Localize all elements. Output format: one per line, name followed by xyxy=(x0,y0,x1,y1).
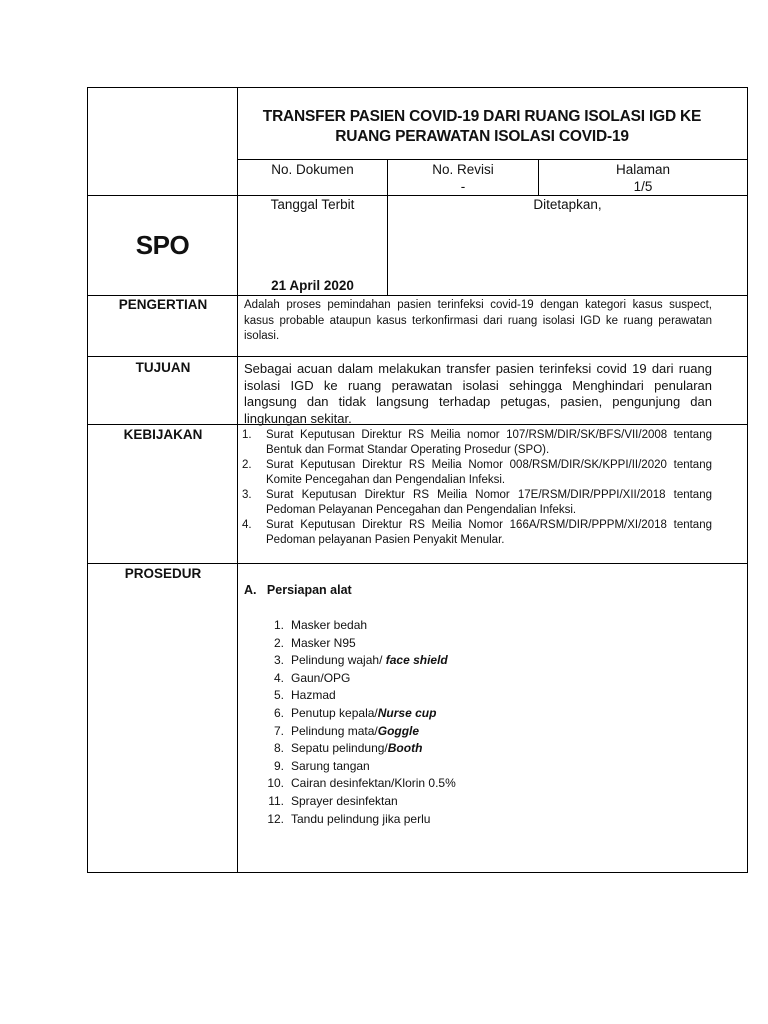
list-item-text: Surat Keputusan Direktur RS Meilia Nomor 166A/RSM/DIR/PPPM/XI/2018 tentang Pedoman pelayanan Pasien Penyakit Menular. xyxy=(266,519,712,546)
list-item xyxy=(240,428,712,458)
list-item xyxy=(262,740,456,758)
pengertian-label: PENGERTIAN xyxy=(118,297,208,312)
tujuan-text: Sebagai acuan dalam melakukan transfer pasien terinfeksi covid 19 dari ruang isolasi IGD ke ruang perawatan isolasi sehingga Menghindari penularan langsung dan tidak langsung terhadap petugas, pasien, pengunjung dan lingkungan sekitar. xyxy=(244,361,712,426)
list-item-number: 10. xyxy=(267,776,284,791)
list-item-number: 1. xyxy=(242,429,252,441)
list-item-text: Penutup kepala/ xyxy=(291,705,378,720)
kebijakan-list xyxy=(240,428,712,548)
list-item xyxy=(262,758,456,776)
persiapan-alat-heading xyxy=(244,583,352,597)
list-item-text: Tandu pelindung jika perlu xyxy=(291,811,431,826)
table-border-bottom xyxy=(87,872,748,873)
table-border-left xyxy=(87,87,88,873)
list-item-text: Surat Keputusan Direktur RS Meilia Nomor 17E/RSM/DIR/PPPI/XII/2018 tentang Pedoman Pelayanan Pencegahan dan Pengendalian Infeksi. xyxy=(266,489,712,516)
title-line-1: TRANSFER PASIEN COVID-19 DARI RUANG ISOLASI IGD KE xyxy=(262,108,702,125)
list-item xyxy=(262,687,456,705)
header-line-1 xyxy=(237,159,748,160)
list-item-text: Surat Keputusan Direktur RS Meilia nomor 107/RSM/DIR/SK/BFS/VII/2008 tentang Bentuk dan Format Standar Operating Prosedur (SPO). xyxy=(266,429,712,456)
list-item-number: 3. xyxy=(242,489,252,501)
pengertian-text: Adalah proses pemindahan pasien terinfeksi covid-19 dengan kategori kasus suspect, kasus probable ataupun kasus terkonfirmasi dari ruang isolasi IGD ke ruang perawatan isolasi. xyxy=(244,299,712,342)
list-item xyxy=(262,793,456,811)
tanggal-terbit-label: Tanggal Terbit xyxy=(270,197,355,212)
document-title xyxy=(238,107,726,147)
list-item-emphasis: Goggle xyxy=(377,723,420,738)
row-line-pengertian xyxy=(87,295,748,296)
list-item-number: 8. xyxy=(273,741,284,756)
tanggal-terbit-value: 21 April 2020 xyxy=(271,278,354,293)
list-item-number: 12. xyxy=(267,811,284,826)
list-item xyxy=(262,652,456,670)
list-item xyxy=(240,458,712,488)
list-item xyxy=(262,670,456,688)
list-item-text: Masker N95 xyxy=(291,635,356,650)
list-item-number: 4. xyxy=(273,670,284,685)
table-border-top xyxy=(87,87,748,88)
list-item xyxy=(262,705,456,723)
no-dokumen-label: No. Dokumen xyxy=(271,162,354,177)
halaman-value: 1/5 xyxy=(633,179,653,194)
list-item-text: Pelindung mata/ xyxy=(291,723,378,738)
row-line-prosedur xyxy=(87,563,748,564)
list-item xyxy=(262,617,456,635)
list-item-text: Hazmad xyxy=(291,688,336,703)
list-item xyxy=(262,723,456,741)
list-item-text: Surat Keputusan Direktur RS Meilia Nomor 008/RSM/DIR/SK/KPPI/II/2020 tentang Komite Pencegahan dan Pengendalian Infeksi. xyxy=(266,459,712,486)
list-item-emphasis: face shield xyxy=(385,653,448,668)
subheading-letter: A. xyxy=(244,583,257,597)
list-item xyxy=(262,811,456,829)
spo-label: SPO xyxy=(135,230,190,260)
list-item-number: 7. xyxy=(273,723,284,738)
list-item-text: Sepatu pelindung/ xyxy=(291,741,388,756)
ditetapkan-label: Ditetapkan, xyxy=(533,197,602,212)
list-item-number: 6. xyxy=(273,705,284,720)
tujuan-label: TUJUAN xyxy=(135,360,191,375)
prosedur-label: PROSEDUR xyxy=(124,566,202,581)
list-item xyxy=(240,518,712,548)
list-item-text: Gaun/OPG xyxy=(291,670,351,685)
list-item-text: Pelindung wajah/ xyxy=(291,653,386,668)
subheading-text: Persiapan alat xyxy=(266,583,352,597)
list-item-number: 2. xyxy=(242,459,252,471)
persiapan-alat-list xyxy=(262,617,456,828)
no-revisi-value: - xyxy=(460,179,466,194)
list-item xyxy=(262,635,456,653)
halaman-label: Halaman xyxy=(615,162,671,177)
table-border-right xyxy=(747,87,748,873)
no-revisi-label: No. Revisi xyxy=(432,162,494,177)
row-line-tujuan xyxy=(87,356,748,357)
list-item-text: Sarung tangan xyxy=(291,758,370,773)
list-item-number: 2. xyxy=(273,635,284,650)
list-item-text: Cairan desinfektan/Klorin 0.5% xyxy=(291,776,456,791)
kebijakan-label: KEBIJAKAN xyxy=(123,427,203,442)
list-item-number: 3. xyxy=(273,653,284,668)
list-item-number: 1. xyxy=(273,618,284,632)
list-item-emphasis: Booth xyxy=(387,741,423,756)
list-item-text: Sprayer desinfektan xyxy=(291,793,398,808)
list-item-number: 9. xyxy=(273,758,284,773)
list-item-emphasis: Nurse cup xyxy=(377,705,437,720)
list-item xyxy=(262,775,456,793)
header-line-2 xyxy=(87,195,748,196)
list-item xyxy=(240,488,712,518)
list-item-number: 5. xyxy=(273,688,284,703)
list-item-text: Masker bedah xyxy=(291,618,368,632)
list-item-number: 4. xyxy=(242,519,252,531)
title-line-2: RUANG PERAWATAN ISOLASI COVID-19 xyxy=(335,128,629,145)
list-item-number: 11. xyxy=(268,793,284,808)
